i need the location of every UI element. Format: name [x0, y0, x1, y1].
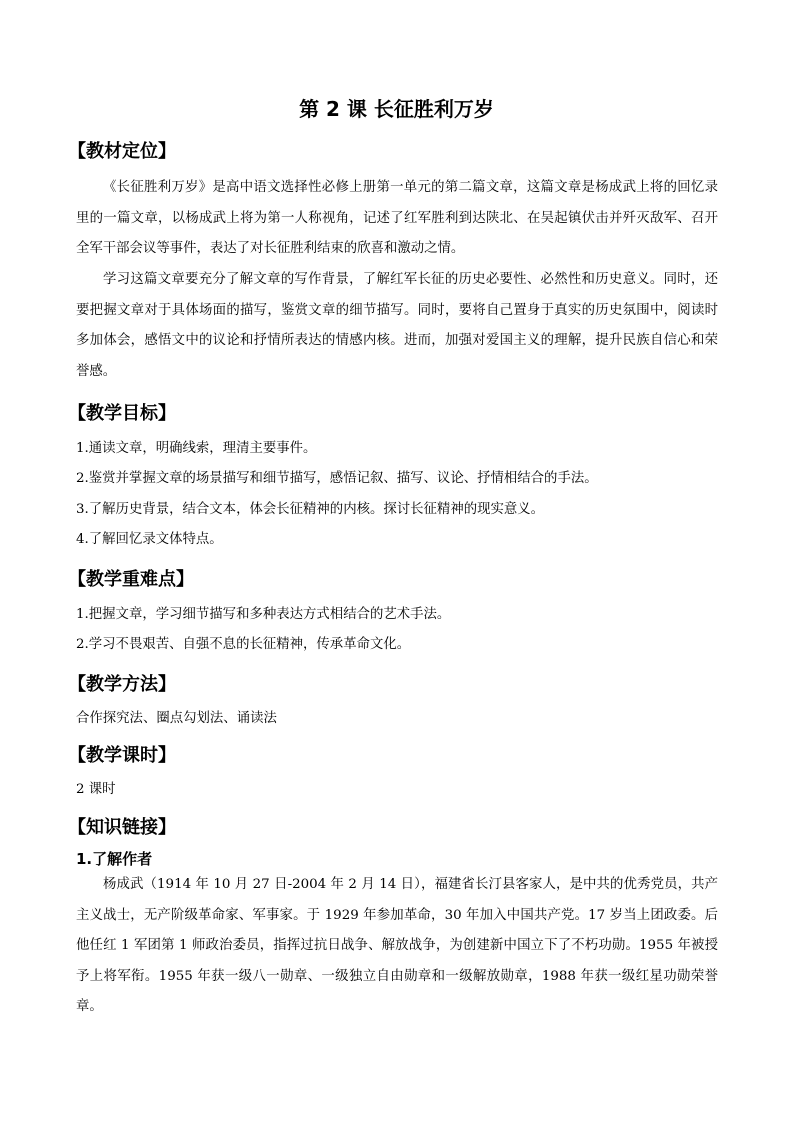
heading-knowledge: 【知识链接】 [68, 817, 176, 838]
key-point-item-2: 2.学习不畏艰苦、自强不息的长征精神，传承革命文化。 [76, 637, 411, 652]
methods-text: 合作探究法、圈点勾划法、诵读法 [76, 711, 277, 726]
heading-hours: 【教学课时】 [68, 745, 176, 766]
page-title: 第 2 课 长征胜利万岁 [299, 97, 494, 121]
heading-key-points: 【教学重难点】 [68, 569, 194, 590]
paragraph-positioning-1: 《长征胜利万岁》是高中语文选择性必修上册第一单元的第二篇文章，这篇文章是杨成武上将的回忆录里的一篇文章，以杨成武上将为第一人称视角，记述了红军胜利到达陕北、在吴起镇伏击并歼灭敌军、召开全军干部会议等事件，表达了对长征胜利结束的欣喜和激动之情。 [76, 180, 718, 256]
key-point-item-1: 1.把握文章，学习细节描写和多种表达方式相结合的艺术手法。 [76, 607, 451, 622]
goal-item-3: 3.了解历史背景，结合文本，体会长征精神的内核。探讨长征精神的现实意义。 [76, 502, 545, 517]
goal-item-1: 1.通读文章，明确线索，理清主要事件。 [76, 441, 317, 456]
heading-goals: 【教学目标】 [68, 403, 176, 424]
heading-methods: 【教学方法】 [68, 674, 176, 695]
goal-item-4: 4.了解回忆录文体特点。 [76, 532, 223, 547]
goal-item-2: 2.鉴赏并掌握文章的场景描写和细节描写，感悟记叙、描写、议论、抒情相结合的手法。 [76, 471, 598, 486]
hours-text: 2 课时 [76, 782, 116, 797]
sub-heading-author: 1.了解作者 [76, 850, 153, 868]
paragraph-positioning-2: 学习这篇文章要充分了解文章的写作背景，了解红军长征的历史必要性、必然性和历史意义。同时，还要把握文章对于具体场面的描写，鉴赏文章的细节描写。同时，要将自己置身于真实的历史氛围中，阅读时多加体会，感悟文中的议论和抒情所表达的情感内核。进而，加强对爱国主义的理解，提升民族自信心和荣誉感。 [76, 272, 718, 379]
heading-positioning: 【教材定位】 [68, 141, 176, 162]
paragraph-author: 杨成武（1914 年 10 月 27 日-2004 年 2 月 14 日），福建省长汀县客家人，是中共的优秀党员，共产主义战士，无产阶级革命家、军事家。于 1929 年参加革命，30 年加入中国共产党。17 岁当上团政委。后他任红 1 军团第 1 师政治委员，指挥过抗日战争、解放战争，为创建新中国立下了不朽功勋。1955 年被授予上将军衔。1955 年获一级八一勋章、一级独立自由勋章和一级解放勋章，1988 年获一级红星功勋荣誉章。 [76, 877, 718, 1014]
